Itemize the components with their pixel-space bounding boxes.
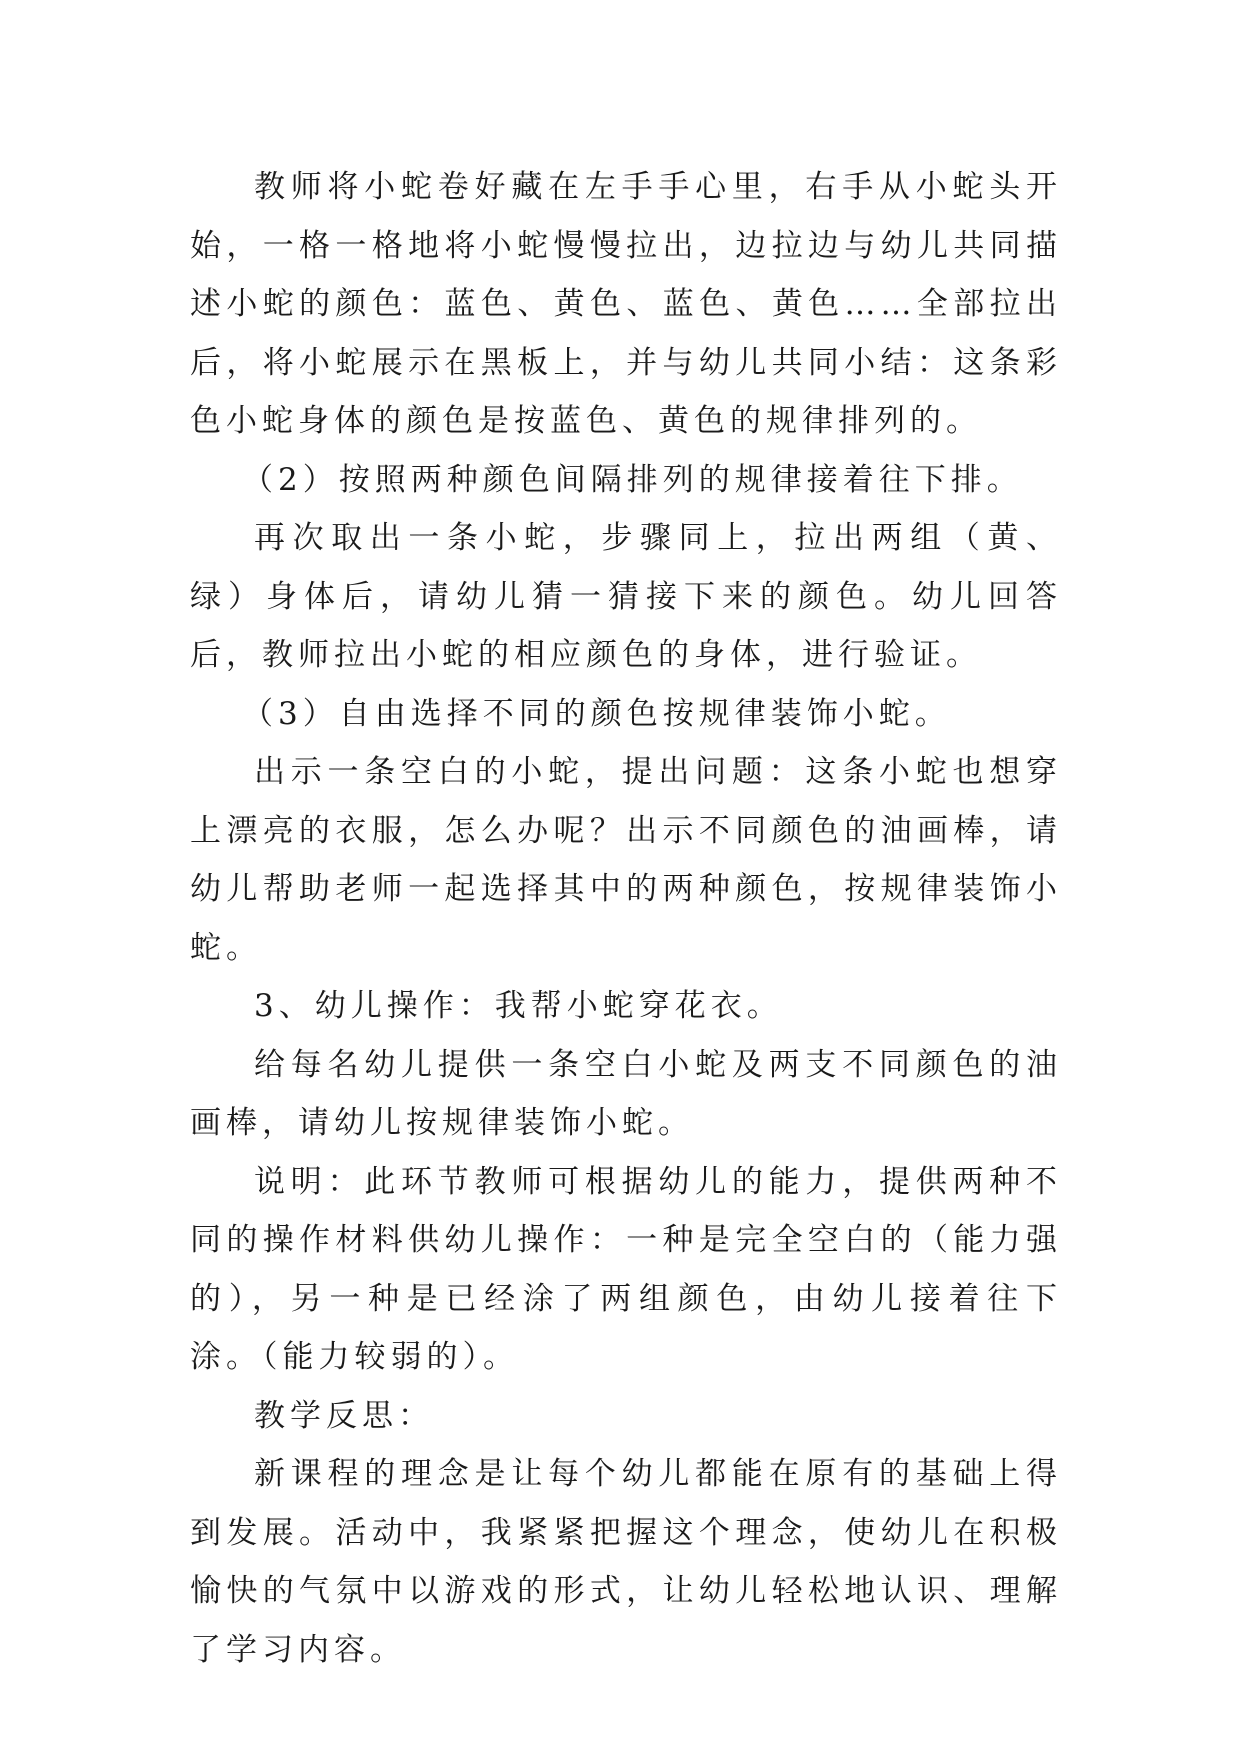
paragraph-step-3-heading: （3）自由选择不同的颜色按规律装饰小蛇。 [242,695,951,732]
paragraph-reflection: 新课程的理念是让每个幼儿都能在原有的基础上得到发展。活动中，我紧紧把握这个理念，使幼儿在积极愉快的气氛中以游戏的形式，让幼儿轻松地认识、理解了学习内容。 [190,1456,1062,1668]
paragraph-materials: 给每名幼儿提供一条空白小蛇及两支不同颜色的油画棒，请幼儿按规律装饰小蛇。 [190,1046,1062,1141]
document-body [190,158,1062,1679]
paragraph-snake-demo: 教师将小蛇卷好藏在左手手心里，右手从小蛇头开始，一格一格地将小蛇慢慢拉出，边拉边与幼儿共同描述小蛇的颜色：蓝色、黄色、蓝色、黄色……全部拉出后，将小蛇展示在黑板上，并与幼儿共同小结：这条彩色小蛇身体的颜色是按蓝色、黄色的规律排列的。 [190,169,1062,439]
paragraph-second-snake: 再次取出一条小蛇，步骤同上，拉出两组（黄、绿）身体后，请幼儿猜一猜接下来的颜色。幼儿回答后，教师拉出小蛇的相应颜色的身体，进行验证。 [190,520,1062,673]
paragraph-reflection-heading: 教学反思： [254,1397,434,1434]
paragraph-note: 说明：此环节教师可根据幼儿的能力，提供两种不同的操作材料供幼儿操作：一种是完全空白的（能力强的），另一种是已经涂了两组颜色，由幼儿接着往下涂。（能力较弱的）。 [190,1163,1062,1375]
paragraph-step-2-heading: （2）按照两种颜色间隔排列的规律接着往下排。 [242,461,1023,498]
paragraph-section-3-heading: 3、幼儿操作：我帮小蛇穿花衣。 [254,988,783,1024]
paragraph-blank-snake: 出示一条空白的小蛇，提出问题：这条小蛇也想穿上漂亮的衣服，怎么办呢？出示不同颜色的油画棒，请幼儿帮助老师一起选择其中的两种颜色，按规律装饰小蛇。 [190,754,1062,966]
